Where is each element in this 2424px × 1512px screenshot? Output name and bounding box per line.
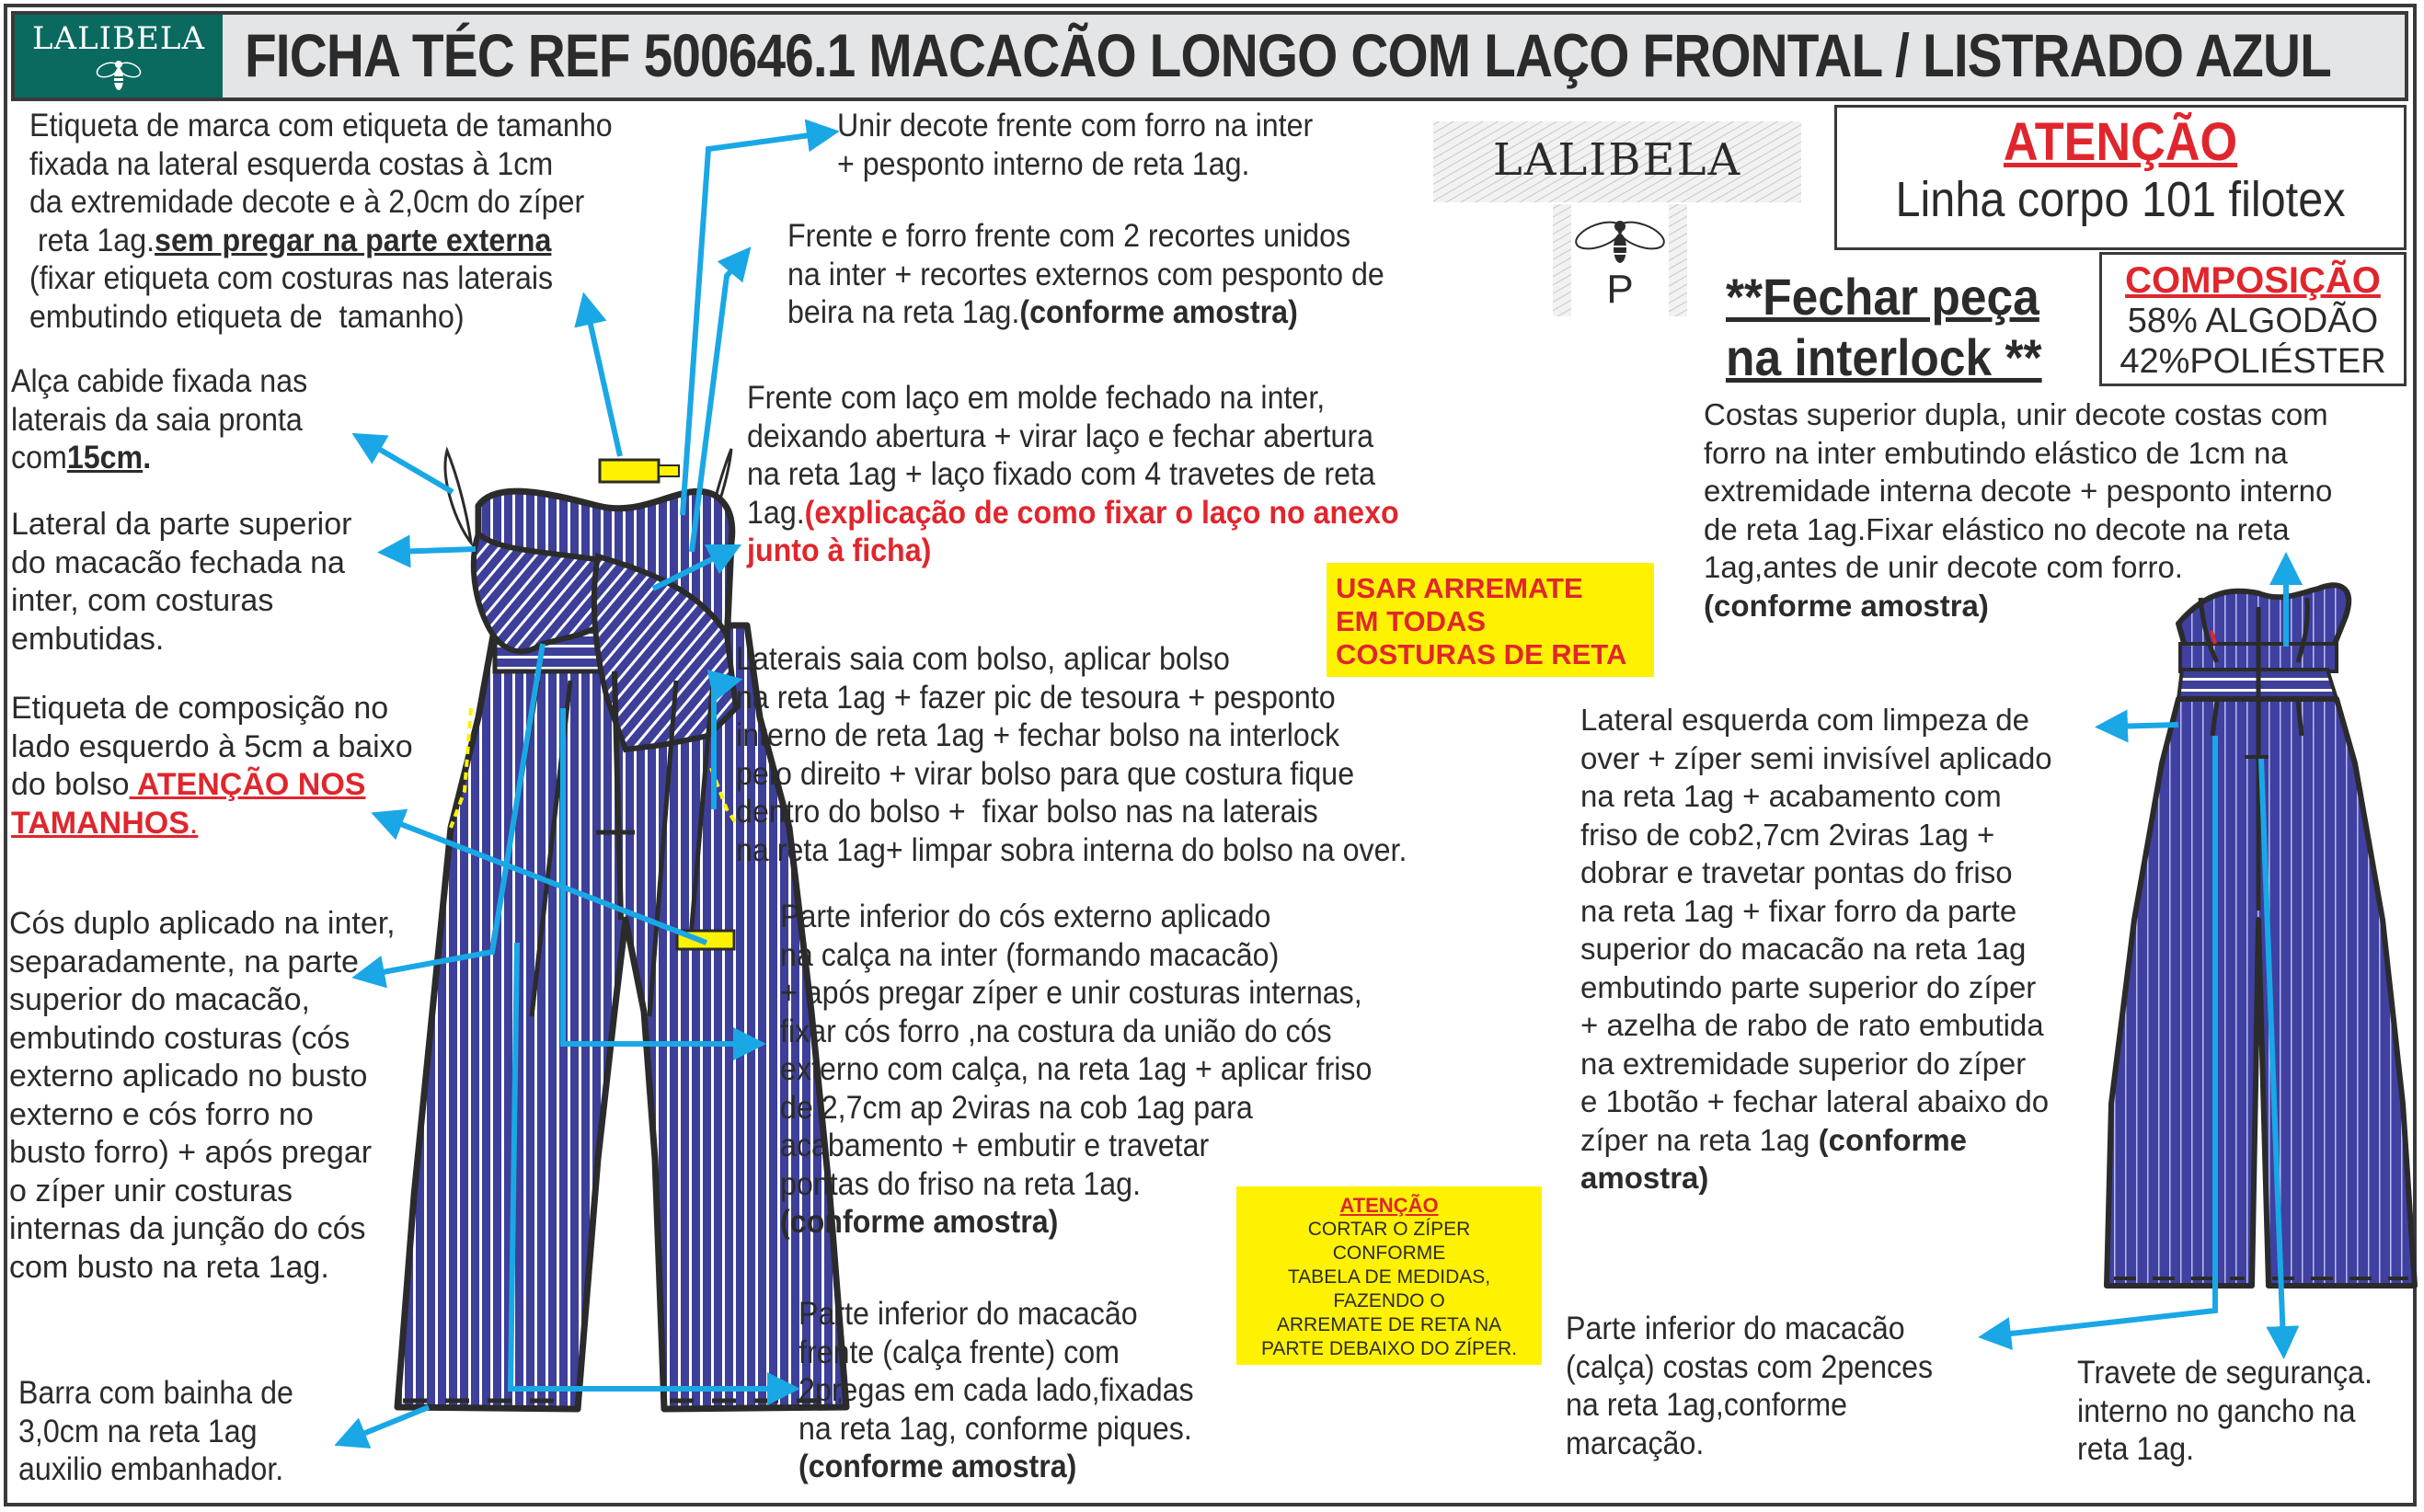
tag-brand-text: LALIBELA	[1492, 134, 1742, 186]
close-interlock-note: **Fechar peça na interlock **	[1726, 268, 2042, 386]
note-line: na reta 1ag + laço fixado com 4 travetes de reta	[747, 456, 1375, 492]
note-line: com busto na reta 1ag.	[9, 1249, 329, 1285]
note-waistband	[9, 905, 396, 1287]
note-line: superior do macacão na reta 1ag	[1580, 932, 2027, 966]
note-line: Lateral da parte superior	[11, 507, 352, 542]
tag-size-text: P	[1606, 267, 1634, 312]
arrow-upper-side	[394, 549, 476, 552]
arremate-note: USAR ARREMATE EM TODAS COSTURAS DE RETA	[1327, 563, 1654, 677]
note-line: acabamento + embutir e travetar	[780, 1128, 1210, 1163]
note-line: na extremidade superior do zíper	[1580, 1046, 2027, 1081]
note-line: Alça cabide fixada nas	[11, 363, 308, 399]
note-line: na calça na inter (formando macacão)	[780, 936, 1280, 973]
brand-label-marker	[600, 460, 659, 482]
note-line: (conforme amostra)	[1704, 588, 1989, 623]
note-hanger-loop	[11, 362, 307, 477]
note-line: na reta 1ag,conforme	[1566, 1387, 1848, 1423]
note-line: auxilio embanhador.	[18, 1451, 284, 1487]
note-line: (conforme amostra)	[798, 1449, 1077, 1484]
note-line: 1ag,antes de unir decote com forro.	[1704, 550, 2183, 584]
note-line: superior do macacão,	[9, 982, 310, 1017]
note-line: frente (calça frente) com	[798, 1334, 1120, 1370]
note-line: fixar cós forro ,na costura da união do cós	[780, 1013, 1332, 1049]
front-garment-drawing	[397, 449, 846, 1409]
note-left-side-zipper	[1580, 701, 2052, 1197]
note-line: reta 1ag.	[2077, 1431, 2195, 1467]
note-line: 1ag.	[747, 494, 805, 531]
note-line: 2pregas em cada lado,fixadas	[798, 1372, 1194, 1408]
note-line: na reta 1ag + fixar forro da parte	[1580, 893, 2017, 928]
note-line: interno no gancho na	[2077, 1392, 2356, 1429]
note-line	[11, 439, 307, 477]
note-line: Parte inferior do macacão	[798, 1296, 1138, 1332]
note-line: separadamente, na parte	[9, 944, 359, 979]
note-line: (explicação de como fixar o laço no anexo	[804, 494, 1399, 531]
note-line: laterais da saia pronta	[11, 401, 303, 438]
note-line: embutidas.	[11, 621, 165, 657]
note-line: Etiqueta de composição no	[11, 691, 389, 726]
note-line: (calça) costas com 2pences	[1566, 1348, 1934, 1385]
composition-box	[2099, 252, 2407, 386]
attention-thread: Linha corpo 101 filotex	[1895, 172, 2346, 227]
note-line: pontas do friso na reta 1ag.	[780, 1165, 1142, 1202]
arrow-hanger-loop	[366, 441, 453, 492]
note-line: externo aplicado no busto	[9, 1059, 368, 1094]
note-line: Frente e forro frente com 2 recortes unidos	[787, 218, 1351, 254]
composition-title: COMPOSIÇÃO	[2125, 260, 2381, 301]
note-front-lining	[787, 217, 1384, 332]
note-bow	[747, 379, 1399, 570]
arrow-hem	[350, 1407, 429, 1439]
attention-title: ATENÇÃO	[2003, 112, 2238, 172]
note-line: externo com calça, na reta 1ag + aplicar friso	[780, 1051, 1373, 1087]
note-line: (fixar etiqueta com costuras nas laterais	[29, 260, 554, 296]
note-line: busto forro) + após pregar	[9, 1135, 373, 1170]
note-line: na reta 1ag + fazer pic de tesoura + pesponto	[736, 679, 1336, 716]
note-line: forro na inter embutindo elástico de 1cm na	[1704, 435, 2288, 470]
note-line: ATENÇÃO NOS	[129, 767, 366, 802]
note-line: TAMANHOS	[11, 805, 190, 841]
note-line: do bolso	[11, 767, 130, 802]
note-line	[11, 805, 413, 843]
note-line: deixando abertura + virar laço e fechar abertura	[747, 418, 1374, 454]
note-line: na reta 1ag, conforme piques.	[798, 1410, 1192, 1447]
note-line: Costas superior dupla, unir decote costas com	[1704, 397, 2328, 431]
note-neckline	[837, 107, 1313, 183]
note-brand-label	[29, 107, 613, 336]
note-line: Etiqueta de marca com etiqueta de tamanho	[29, 108, 613, 143]
note-line: lado esquerdo à 5cm a baixo	[11, 728, 413, 764]
note-line: (conforme	[1818, 1122, 1968, 1157]
note-safety-bartack	[2077, 1354, 2372, 1469]
note-line: dentro do bolso + fixar bolso nas na laterais	[736, 794, 1318, 830]
note-line: e 1botão + fechar lateral abaixo do	[1580, 1084, 2050, 1118]
note-line	[787, 293, 1384, 332]
note-line: junto à ficha)	[747, 533, 932, 568]
note-line: da extremidade decote e à 2,0cm do zíper	[29, 184, 585, 220]
note-line: marcação.	[1566, 1425, 1705, 1461]
note-line: embutindo parte superior do zíper	[1580, 969, 2037, 1004]
note-line: internas da junção do cós	[9, 1211, 366, 1246]
note-back-pants	[1566, 1310, 1933, 1462]
note-line	[747, 494, 1399, 533]
zipper-attention-note: ATENÇÃO CORTAR O ZÍPER CONFORME TABELA DE MEDIDAS, FAZENDO O ARREMATE DE RETA NA PARTE DEBAIXO DO ZÍPER.	[1236, 1186, 1542, 1365]
note-line: amostra)	[1580, 1161, 1709, 1195]
note-line: de 2,7cm ap 2viras na cob 1ag para	[780, 1089, 1253, 1126]
note-line: Lateral esquerda com limpeza de	[1580, 703, 2029, 737]
note-line: Parte inferior do cós externo aplicado	[780, 899, 1271, 934]
note-line: 15cm	[66, 440, 144, 475]
note-line: (conforme amostra)	[1019, 294, 1298, 330]
note-line: de reta 1ag.Fixar elástico no decote na reta	[1704, 511, 2290, 546]
note-line: Cós duplo aplicado na inter,	[9, 906, 396, 941]
note-line: Barra com bainha de	[18, 1375, 293, 1411]
note-line: dobrar e travetar pontas do friso	[1580, 855, 2013, 889]
page-title: FICHA TÉC REF 500646.1 MACACÃO LONGO COM LAÇO FRONTAL / LISTRADO AZUL	[245, 21, 2331, 89]
note-upper-side	[11, 506, 351, 659]
note-line: zíper na reta 1ag	[1580, 1122, 1819, 1157]
note-line: do macacão fechada na	[11, 544, 345, 580]
back-garment-drawing	[2107, 585, 2415, 1286]
note-line: embutindo etiqueta de tamanho)	[29, 298, 465, 335]
note-line: Parte inferior do macacão	[1566, 1311, 1905, 1346]
composition-cotton: 58% ALGODÃO	[2127, 302, 2379, 340]
note-line: + azelha de rabo de rato embutida	[1580, 1008, 2044, 1042]
note-line: + pesponto interno de reta 1ag.	[837, 145, 1250, 182]
note-line: + após pregar zíper e unir costuras internas,	[780, 975, 1362, 1011]
note-line: 3,0cm na reta 1ag	[18, 1413, 258, 1449]
note-line: na reta 1ag + acabamento com	[1580, 779, 2002, 813]
note-hem	[18, 1374, 293, 1489]
note-line: na reta 1ag+ limpar sobra interna do bolso na over.	[736, 831, 1407, 868]
note-line: embutindo costuras (cós	[9, 1020, 350, 1056]
note-line: reta 1ag.	[29, 222, 155, 258]
note-line	[1580, 1121, 2052, 1160]
note-line: inter, com costuras	[11, 583, 274, 618]
note-line: fixada na lateral esquerda costas à 1cm	[29, 145, 554, 182]
note-line: beira na reta 1ag.	[787, 294, 1020, 330]
note-line: pelo direito + virar bolso para que costura fique	[736, 755, 1355, 792]
note-back-top	[1704, 395, 2332, 624]
note-line: interno de reta 1ag + fechar bolso na interlock	[736, 717, 1340, 753]
note-line	[29, 222, 613, 260]
arrow-left-side-zipper	[2111, 725, 2178, 727]
note-line: com	[11, 440, 67, 475]
note-line	[11, 766, 413, 805]
note-line: extremidade interna decote + pesponto interno	[1704, 474, 2333, 508]
composition-polyester: 42%POLIÉSTER	[2120, 342, 2386, 381]
note-pockets	[736, 640, 1407, 869]
brand-name: LALIBELA	[31, 20, 206, 57]
note-line: (conforme amostra)	[780, 1204, 1059, 1240]
note-line: Travete de segurança.	[2077, 1355, 2372, 1391]
note-line: friso de cob2,7cm 2viras 1ag +	[1580, 817, 1995, 852]
hanger-loop-left	[445, 451, 471, 543]
note-line: sem pregar na parte externa	[155, 222, 552, 258]
note-line: Frente com laço em molde fechado na inter,	[747, 380, 1326, 416]
note-line: Unir decote frente com forro na inter	[837, 108, 1314, 143]
note-line: over + zíper semi invisível aplicado	[1580, 740, 2052, 775]
note-line: na inter + recortes externos com pesponto de	[787, 256, 1384, 292]
note-line: o zíper unir costuras	[9, 1173, 293, 1208]
note-front-pants	[798, 1295, 1194, 1486]
note-composition-label	[11, 690, 413, 842]
attention-box	[1834, 105, 2407, 250]
note-lower-waistband	[780, 898, 1372, 1242]
note-line: Laterais saia com bolso, aplicar bolso	[736, 641, 1230, 677]
note-line: .	[189, 805, 199, 841]
note-line: .	[143, 440, 152, 475]
note-line: externo e cós forro no	[9, 1096, 314, 1132]
